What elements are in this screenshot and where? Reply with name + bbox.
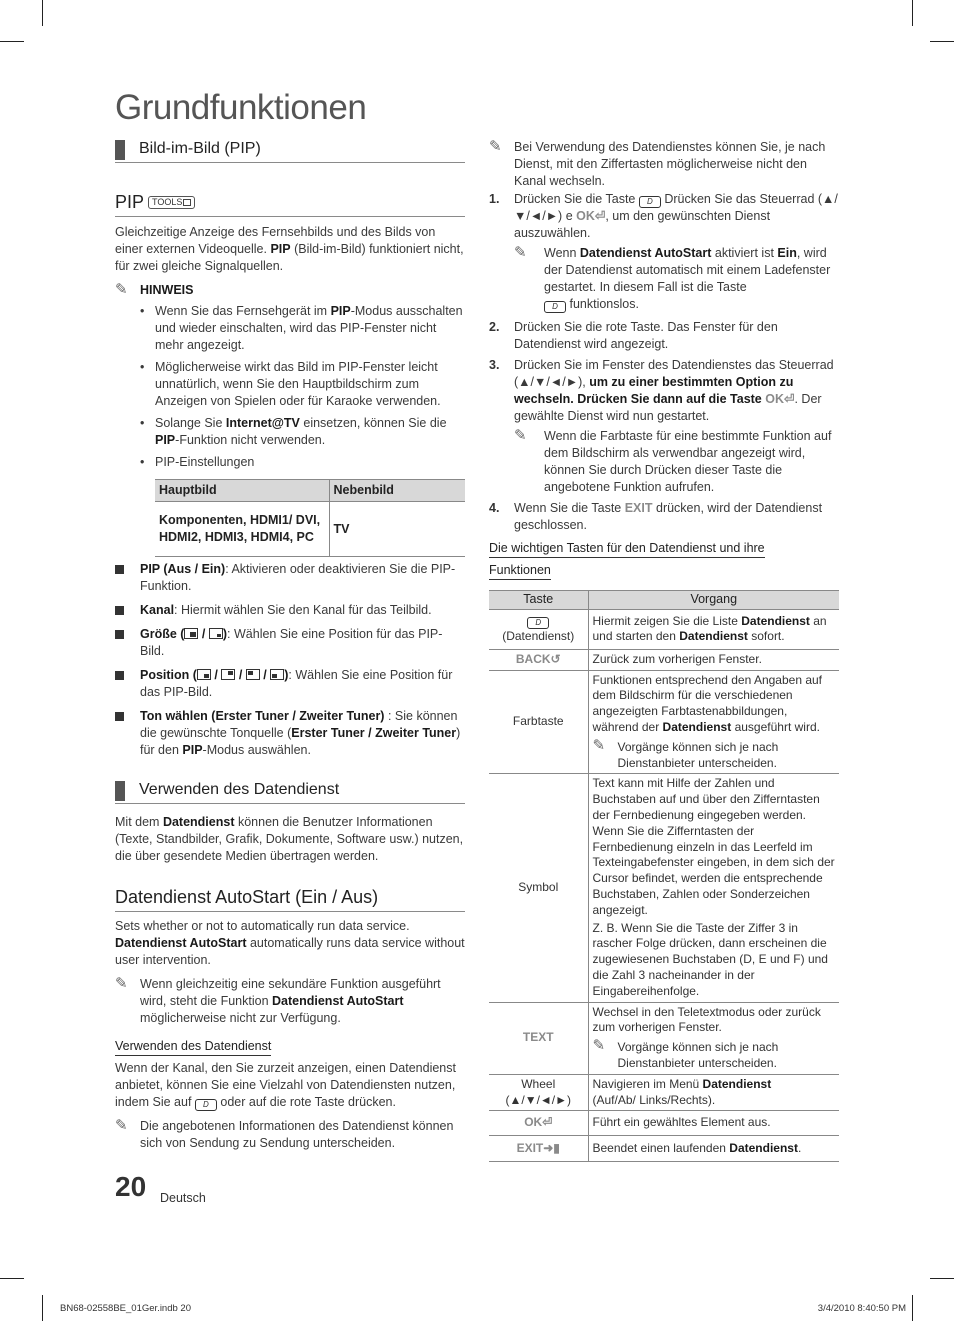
pip-intro — [115, 224, 465, 275]
table-cell — [489, 609, 588, 649]
bold-text: / — [210, 668, 222, 682]
bold-text: / — [198, 627, 209, 641]
text: -Funktion nicht verwenden. — [175, 433, 326, 447]
use-datendienst-text — [115, 1060, 465, 1111]
section-bar — [115, 140, 125, 160]
table-cell — [588, 1074, 839, 1111]
text: Drücken Sie die rote Taste. Das Fenster für den Datendienst wird angezeigt. — [514, 320, 778, 351]
text: Sets whether or not to automatically run data service. — [115, 919, 410, 933]
bold-text: PIP — [330, 304, 351, 318]
exit-key-label: EXIT — [624, 501, 653, 515]
bold-text: Internet@TV — [225, 416, 300, 430]
bold-text: Datendienst — [662, 719, 732, 734]
crop-mark — [912, 0, 913, 26]
text: an und starten den — [592, 613, 827, 644]
text: Gleichzeitige Anzeige des Fernsehbilds und des Bilds von einer externen Videoquelle. — [115, 225, 436, 256]
text: können die Benutzer Informationen (Texte, Standbilder, Grafik, Dokumente, Software usw.) nutzen, die über gesendete Medien übertragen werden. — [115, 815, 464, 863]
step-number: 1. — [489, 192, 500, 206]
table-cell: Farbtaste — [489, 670, 588, 774]
footer-timestamp: 3/4/2010 8:40:50 PM — [817, 1303, 906, 1314]
use-note — [115, 1118, 465, 1152]
step-number: 4. — [489, 501, 500, 515]
table-row — [489, 1002, 839, 1074]
pip-heading-text: PIP — [115, 192, 145, 212]
text: Text kann mit Hilfe der Zahlen und Buchstaben auf und über den Zifferntasten der Fernbedienung eingegeben werden. Wenn Sie die Zifferntasten der Fernbedienung einzeln in das Leerfeld im Texteingabefenster eingeben, in dem sich der Cursor befindet, werden die entsprechende Buchstaben, Zahlen oder Sonderzeichen angezeigt. — [592, 776, 835, 917]
text: Wenn Sie die Taste — [514, 501, 625, 515]
square-bullet-icon — [115, 565, 124, 574]
ok-key-label: OK — [524, 1115, 543, 1130]
section-heading-text: Verwenden des Datendienst — [139, 781, 340, 798]
text: (▲/▼/◄/►) — [505, 1092, 571, 1107]
hinweis-label: HINWEIS — [140, 283, 194, 297]
crop-mark — [42, 1295, 43, 1321]
table-header-row — [155, 480, 465, 502]
crop-mark — [0, 1278, 24, 1279]
crop-mark — [930, 41, 954, 42]
list-item — [140, 303, 465, 354]
autostart-text — [115, 918, 465, 969]
table-cell — [588, 609, 839, 649]
table-cell: Führt ein gewähltes Element aus. — [588, 1111, 839, 1136]
bold-text: PIP (Aus / Ein) — [140, 562, 226, 576]
exit-key-label: EXIT — [516, 1140, 544, 1155]
section-bar — [115, 781, 125, 801]
bold-text: PIP — [270, 242, 291, 256]
step-number: 2. — [489, 320, 500, 334]
list-item — [115, 708, 465, 759]
step-item — [489, 500, 839, 534]
enter-key-icon: ⏎ — [594, 209, 606, 223]
text: oder auf die rote Taste drücken. — [216, 1095, 396, 1109]
list-item — [140, 415, 465, 449]
pencil-note-icon: ✎ — [592, 736, 606, 754]
table-row — [489, 1111, 839, 1136]
step-item — [489, 357, 839, 496]
text: (Datendienst) — [502, 629, 575, 644]
text: Wenn gleichzeitig eine sekundäre Funktion ausgeführt wird, steht die Funktion — [140, 977, 441, 1008]
pip-options-list — [115, 561, 465, 766]
keys-title-line1: Die wichtigen Tasten für den Datendienst und ihre — [489, 540, 765, 558]
text: Z. B. Wenn Sie die Taste der Ziffer 3 in rascher Folge drücken, dann erscheinen die zugewiesenen Buchstaben (D, E und F) und die Zahl 3 nacheinander in der Eingabereihenfolge. — [592, 920, 828, 998]
enter-key-icon: ⏎ — [783, 392, 795, 406]
text: automatically runs data service without user intervention. — [115, 936, 465, 967]
position-top-right-icon — [221, 669, 235, 680]
table-cell — [489, 1074, 588, 1111]
text: , um den gewünschten Dienst auszuwählen. — [514, 209, 771, 240]
text: -Modus auswählen. — [202, 743, 311, 757]
text: sofort. — [747, 629, 785, 644]
pencil-note-icon: ✎ — [489, 138, 502, 155]
bold-text: PIP — [182, 743, 203, 757]
pencil-note-icon: ✎ — [514, 427, 527, 444]
crop-mark — [912, 1295, 913, 1321]
table-header-row — [489, 591, 839, 610]
exit-icon: ➜▮ — [543, 1140, 560, 1155]
tools-badge-label: TOOLS — [152, 197, 183, 207]
bold-text: Ton wählen (Erster Tuner / Zweiter Tuner) — [140, 709, 385, 723]
table-row — [489, 670, 839, 774]
text: : Sie können die gewünschte Tonquelle ( — [140, 709, 458, 740]
step-item — [489, 319, 839, 353]
footer-file: BN68-02558BE_01Ger.indb 20 — [60, 1303, 191, 1314]
text: funktionslos. — [566, 297, 639, 311]
table-cell — [588, 1002, 839, 1074]
crop-mark — [930, 1278, 954, 1279]
bold-text: Erster Tuner / Zweiter Tuner — [291, 726, 457, 740]
pip-heading — [115, 190, 465, 217]
bold-text: Datendienst — [729, 1140, 798, 1155]
text: Drücken Sie die Taste — [514, 192, 639, 206]
bold-text: Kanal — [140, 603, 175, 617]
tools-badge — [148, 196, 195, 209]
section-heading-datendienst — [115, 780, 465, 804]
ok-key-label: OK — [576, 209, 595, 223]
autostart-heading: Datendienst AutoStart (Ein / Aus) — [115, 885, 465, 912]
text: Wenn die Farbtaste für eine bestimmte Funktion auf dem Bildschirm als verwendbar angezeigt wird, können Sie durch Drücken dieser Taste die angebotene Funktion aufrufen. — [544, 429, 832, 494]
text: Möglicherweise wirkt das Bild im PIP-Fenster leicht unnatürlich, wenn Sie den Hauptbildschirm zum Anzeigen von Spielen oder für Karaoke verwenden. — [155, 360, 441, 408]
section-heading-pip — [115, 139, 465, 163]
position-bottom-left-icon — [270, 669, 284, 680]
data-button-icon: D — [527, 617, 549, 629]
bold-text: Datendienst AutoStart — [272, 994, 404, 1008]
pencil-note-icon: ✎ — [592, 1037, 606, 1055]
size-large-icon — [184, 628, 198, 639]
table-cell — [588, 774, 839, 1002]
bold-text: Datendienst — [679, 629, 748, 644]
text: (Auf/Ab/ Links/Rechts). — [592, 1092, 716, 1107]
text: Drücken Sie im Fenster des Datendienstes das Steuerrad (▲/▼/◄/►), — [514, 358, 834, 389]
text: : Wählen Sie eine Position für das PIP-Bild. — [140, 627, 443, 658]
list-item — [140, 359, 465, 410]
text: Wheel — [521, 1076, 556, 1091]
text: . — [797, 1140, 802, 1155]
list-item — [115, 561, 465, 595]
text: Beendet einen laufenden — [592, 1140, 730, 1155]
pencil-note-icon: ✎ — [115, 1117, 128, 1134]
text: Die angebotenen Informationen des Datendienst können sich von Sendung zu Sendung unterscheiden. — [140, 1119, 454, 1150]
data-button-icon: D — [544, 301, 566, 313]
enter-key-icon: ⏎ — [542, 1115, 553, 1130]
bold-text: / — [259, 668, 271, 682]
table-cell — [489, 1002, 588, 1074]
text: : Hiermit wählen Sie den Kanal für das Teilbild. — [174, 603, 432, 617]
pencil-note-icon: ✎ — [115, 975, 128, 992]
list-item — [140, 454, 465, 471]
top-note — [489, 139, 839, 190]
text: ) für den — [140, 726, 461, 757]
table-row — [489, 1136, 839, 1162]
autostart-note — [115, 976, 465, 1027]
text: : Wählen Sie eine Position für das PIP-Bild. — [140, 668, 453, 699]
square-bullet-icon — [115, 630, 124, 639]
datendienst-intro — [115, 814, 465, 865]
text: Wenn der Kanal, den Sie zurzeit anzeigen, einen Datendienst anbietet, können Sie eine Vielzahl von Datendiensten nutzen, indem Sie auf — [115, 1061, 456, 1109]
table-cell: Symbol — [489, 774, 588, 1002]
text: : Aktivieren oder deaktivieren Sie die PIP-Funktion. — [140, 562, 456, 593]
table-cell — [489, 1136, 588, 1162]
table-cell: TV — [329, 502, 465, 557]
text: Mit dem — [115, 815, 163, 829]
step-note — [514, 428, 839, 496]
text: Hiermit zeigen Sie die Liste — [592, 613, 742, 628]
text: Drücken Sie das Steuerrad (▲/▼/◄/►) e — [514, 192, 838, 223]
bold-text: Datendienst — [162, 815, 235, 829]
table-row — [489, 609, 839, 649]
table-note — [592, 736, 836, 772]
text: (Bild-im-Bild) funktioniert nicht, für zwei gleiche Signalquellen. — [115, 242, 464, 273]
data-button-icon: D — [195, 1099, 217, 1111]
table-row — [489, 649, 839, 670]
bold-text: / — [235, 668, 246, 682]
tools-icon — [183, 199, 191, 206]
back-key-label: BACK — [515, 651, 551, 666]
table-cell — [588, 1136, 839, 1162]
bold-text: Datendienst — [741, 613, 810, 628]
bold-text: Position ( — [140, 668, 197, 682]
table-header: Hauptbild — [155, 480, 329, 502]
bold-text: Datendienst AutoStart — [115, 936, 247, 950]
size-small-icon — [209, 628, 223, 639]
text: aktiviert ist — [711, 246, 778, 260]
table-cell — [489, 1111, 588, 1136]
text: . Der gewählte Dienst wird nun gestartet. — [514, 392, 822, 423]
data-button-icon: D — [639, 196, 661, 208]
step-number: 3. — [489, 358, 500, 372]
steps-list — [489, 191, 839, 538]
text: Navigieren im Menü — [592, 1076, 703, 1091]
hinweis-note — [115, 282, 465, 299]
section-heading-text: Bild-im-Bild (PIP) — [139, 140, 261, 157]
text: Solange Sie — [155, 416, 226, 430]
table-cell — [489, 649, 588, 670]
text: Wechsel in den Teletextmodus oder zurück zum vorherigen Fenster. — [592, 1004, 821, 1035]
table-note — [592, 1037, 836, 1072]
text: , wird der Datendienst automatisch mit einem Ladefenster gestartet. In diesem Fall ist die Taste — [544, 246, 831, 294]
bold-text: Ein — [777, 246, 797, 260]
position-top-left-icon — [246, 669, 260, 680]
table-row — [155, 502, 465, 557]
text: Vorgänge können sich je nach Dienstanbieter unterscheiden. — [617, 1040, 779, 1070]
page-title: Grundfunktionen — [115, 88, 367, 127]
bold-text: Größe ( — [140, 627, 185, 641]
table-header: Vorgang — [588, 591, 839, 610]
text: Wenn — [544, 246, 580, 260]
ok-key-label: OK — [765, 392, 784, 406]
pencil-note-icon: ✎ — [115, 281, 128, 298]
text-key-label: TEXT — [522, 1030, 554, 1045]
step-note — [514, 245, 839, 313]
text: Vorgänge können sich je nach Dienstanbieter unterscheiden. — [617, 739, 779, 770]
bold-text: ) — [284, 668, 289, 682]
table-row — [489, 1074, 839, 1111]
square-bullet-icon — [115, 671, 124, 680]
hinweis-bullets — [140, 303, 465, 476]
table-cell — [588, 670, 839, 774]
list-item — [115, 602, 465, 619]
square-bullet-icon — [115, 712, 124, 721]
crop-mark — [0, 41, 24, 42]
table-cell: Komponenten, HDMI1/ DVI, HDMI2, HDMI3, HDMI4, PC — [155, 502, 329, 557]
bold-text: Datendienst AutoStart — [579, 246, 712, 260]
bold-text: ) — [222, 627, 228, 641]
back-arrow-icon: ↺ — [550, 651, 561, 666]
page-number: 20 — [115, 1171, 147, 1202]
bold-text: Datendienst — [702, 1076, 772, 1091]
text: Bei Verwendung des Datendienstes können Sie, je nach Dienst, mit den Ziffertasten möglicherweise nicht den Kanal wechseln. — [514, 140, 826, 188]
table-row — [489, 774, 839, 1002]
text: -Modus ausschalten und wieder einschalten, wird das PIP-Fenster nicht mehr angezeigt. — [155, 304, 463, 352]
table-header: Taste — [489, 591, 588, 610]
list-item — [115, 626, 465, 660]
sub-heading: Verwenden des Datendienst — [115, 1038, 271, 1056]
step-item — [489, 191, 839, 313]
text: Funktionen entsprechend den Angaben auf dem Bildschirm für die verschiedenen angezeigten Farbtastenabbildungen, während der — [592, 672, 823, 734]
crop-mark — [42, 0, 43, 26]
page-language: Deutsch — [160, 1191, 206, 1205]
list-item — [115, 667, 465, 701]
table-header: Nebenbild — [329, 480, 465, 502]
text: einsetzen, können Sie die — [299, 416, 447, 430]
keys-table — [489, 590, 839, 1162]
bold-text: PIP — [155, 433, 176, 447]
keys-title-line2: Funktionen — [489, 562, 551, 580]
text: PIP-Einstellungen — [155, 455, 255, 469]
position-bottom-right-icon — [197, 669, 211, 680]
text: drücken, wird der Datendienst geschlossen. — [514, 501, 823, 532]
bold-text: um zu einer bestimmten Option zu wechseln. Drücken Sie dann auf die Taste — [514, 375, 794, 406]
text: möglicherweise nicht zur Verfügung. — [140, 1011, 341, 1025]
text: Wenn Sie das Fernsehgerät im — [155, 304, 331, 318]
square-bullet-icon — [115, 606, 124, 615]
pencil-note-icon: ✎ — [514, 244, 527, 261]
table-cell: Zurück zum vorherigen Fenster. — [588, 649, 839, 670]
pip-settings-table — [155, 479, 465, 557]
text: ausgeführt wird. — [731, 719, 820, 734]
